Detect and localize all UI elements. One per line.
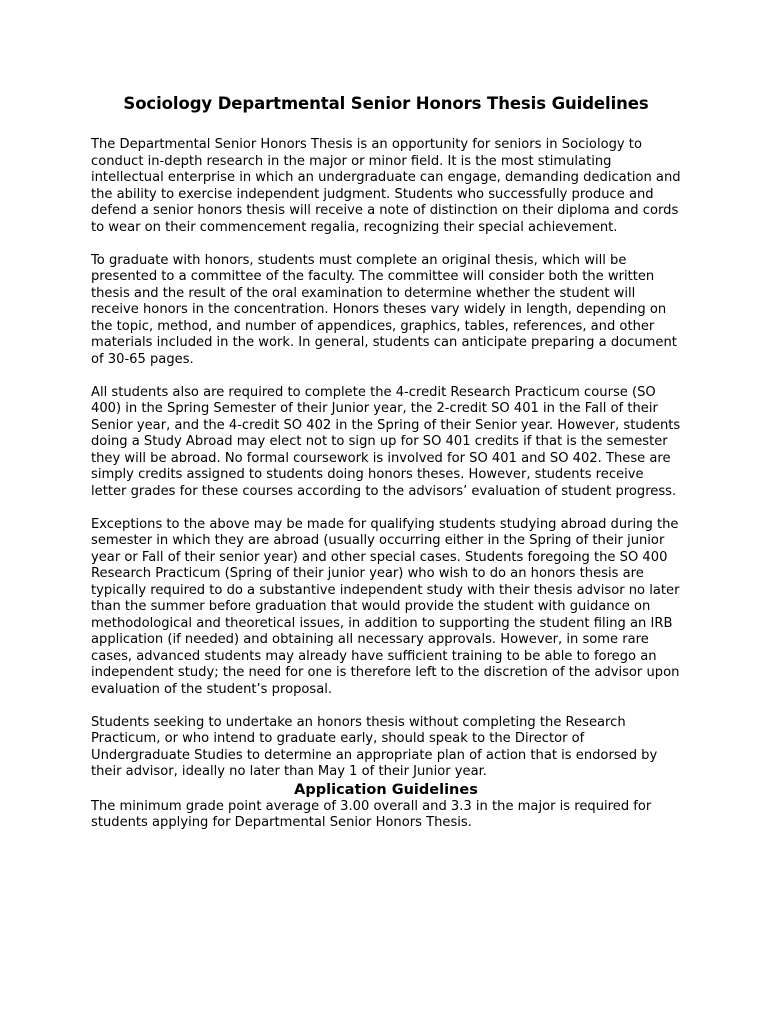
paragraph-gpa-requirement: The minimum grade point average of 3.00 overall and 3.3 in the major is required for students applying for Departmental Senior Honors Thesis. [91, 798, 652, 830]
paragraph-coursework: All students also are required to complete the 4-credit Research Practicum course (SO 400) in the Spring Semester of their Junior year, the 2-credit SO 401 in the Fall of their Senior year, and the 4-credit SO 402 in the Spring of their Senior year. However, students doing a Study Abroad may elect not to sign up for SO 401 credits if that is the semester they will be abroad. No formal coursework is involved for SO 401 and SO 402. These are simply credits assigned to students doing honors theses. However, students receive letter grades for these courses according to the advisors’ evaluation of student progress. [91, 384, 681, 499]
document-title: Sociology Departmental Senior Honors Thesis Guidelines [123, 94, 649, 113]
document-page [91, 93, 681, 848]
section-heading-application-guidelines: Application Guidelines [294, 781, 478, 798]
paragraph-exceptions: Exceptions to the above may be made for qualifying students studying abroad during the semester in which they are abroad (usually occurring either in the Spring of their junior year or Fall of their senior year) and other special cases. Students foregoing the SO 400 Research Practicum (Spring of their junior year) who wish to do an honors thesis are typically required to do a substantive independent study with their thesis advisor no later than the summer before graduation that would provide the student with guidance on methodological and theoretical issues, in addition to supporting the student filing an IRB application (if needed) and obtaining all necessary approvals. However, in some rare cases, advanced students may already have sufficient training to be able to forego an independent study; the need for one is therefore left to the discretion of the advisor upon evaluation of the student’s proposal. [91, 516, 680, 697]
paragraph-early-graduation: Students seeking to undertake an honors thesis without completing the Research Practicum, or who intend to graduate early, should speak to the Director of Undergraduate Studies to determine an appropriate plan of action that is endorsed by their advisor, ideally no later than May 1 of their Junior year. [91, 714, 658, 779]
paragraph-graduation-requirements: To graduate with honors, students must complete an original thesis, which will be presented to a committee of the faculty. The committee will consider both the written thesis and the result of the oral examination to determine whether the student will receive honors in the concentration. Honors theses vary widely in length, depending on the topic, method, and number of appendices, graphics, tables, references, and other materials included in the work. In general, students can anticipate preparing a document of 30-65 pages. [91, 252, 677, 367]
paragraph-intro: The Departmental Senior Honors Thesis is an opportunity for seniors in Sociology to conduct in-depth research in the major or minor field. It is the most stimulating intellectual enterprise in which an undergraduate can engage, demanding dedication and the ability to exercise independent judgment. Students who successfully produce and defend a senior honors thesis will receive a note of distinction on their diploma and cords to wear on their commencement regalia, recognizing their special achievement. [91, 137, 681, 235]
